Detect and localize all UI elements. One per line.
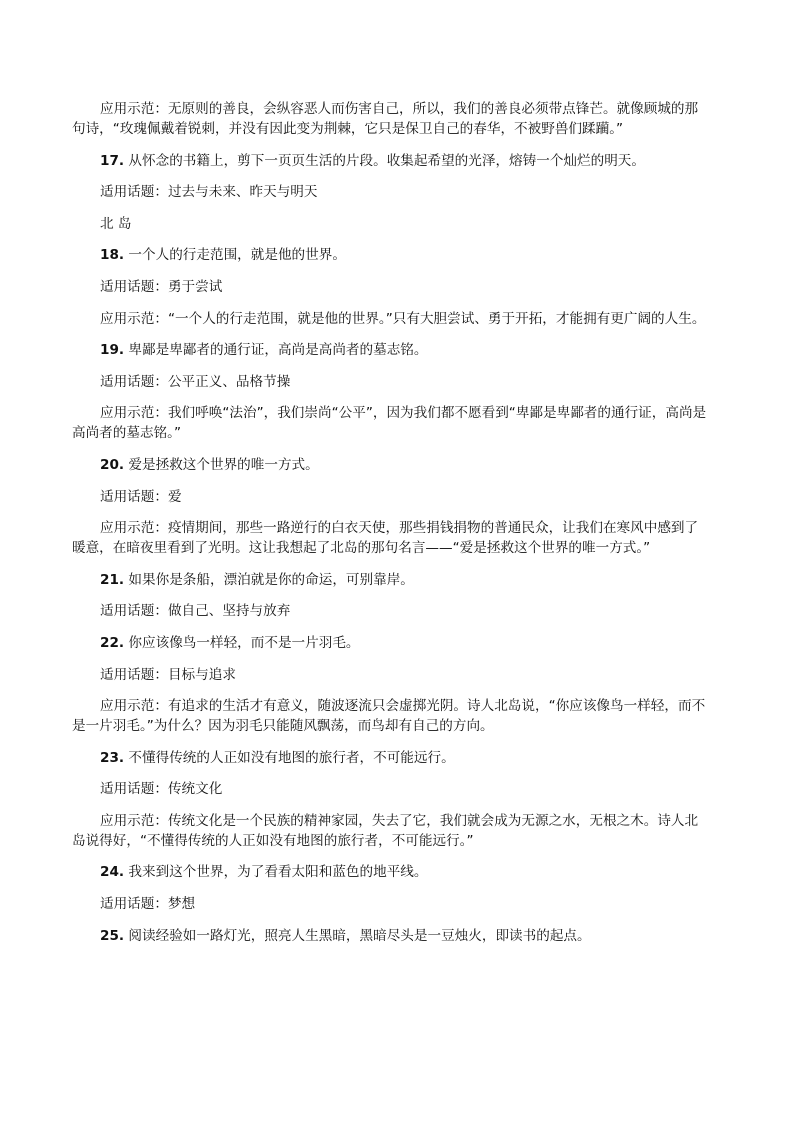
line-text: 适用话题：勇于尝试 xyxy=(100,278,223,295)
text-line xyxy=(72,245,724,265)
line-text: 适用话题：做自己、坚持与放弃 xyxy=(100,603,291,620)
numbered-quote-paragraph xyxy=(72,748,724,768)
line-text: 适用话题：过去与未来、昨天与明天 xyxy=(100,184,318,201)
line-text: 适用话题：目标与追求 xyxy=(100,666,236,683)
text-line xyxy=(72,665,724,685)
item-number: 25. xyxy=(100,927,125,944)
line-text: 适用话题：梦想 xyxy=(100,896,196,913)
line-text: 适用话题：传统文化 xyxy=(100,781,223,798)
line-text: 适用话题：公平正义、品格节操 xyxy=(100,373,291,390)
item-number: 19. xyxy=(100,342,125,359)
line-text: 阅读经验如一路灯光，照亮人生黑暗，黑暗尽头是一豆烛火，即读书的起点。 xyxy=(128,927,591,944)
text-line xyxy=(72,811,724,831)
text-line xyxy=(72,748,724,768)
line-text: 应用示范：传统文化是一个民族的精神家园，失去了它，我们就会成为无源之水，无根之木。诗人北 xyxy=(100,812,699,829)
text-line xyxy=(72,601,724,621)
text-paragraph xyxy=(72,665,724,685)
line-text: 从怀念的书籍上，剪下一页页生活的片段。收集起希望的光泽，熔铸一个灿烂的明天。 xyxy=(128,152,645,169)
line-text: 爱是拯救这个世界的唯一方式。 xyxy=(128,456,319,473)
line-text: 应用示范：疫情期间，那些一路逆行的白衣天使，那些捐钱捐物的普通民众，让我们在寒风中感到了 xyxy=(100,520,699,537)
text-line xyxy=(72,570,724,590)
text-line xyxy=(72,423,724,443)
text-paragraph xyxy=(72,696,724,736)
numbered-quote-paragraph xyxy=(72,633,724,653)
line-text: 岛说得好，“不懂得传统的人正如没有地图的旅行者，不可能远行。” xyxy=(72,832,474,849)
text-line xyxy=(72,779,724,799)
text-line xyxy=(72,403,724,423)
text-paragraph xyxy=(72,372,724,392)
numbered-quote-paragraph xyxy=(72,455,724,475)
text-paragraph xyxy=(72,601,724,621)
text-paragraph xyxy=(72,99,724,139)
text-line xyxy=(72,487,724,507)
text-line xyxy=(72,99,724,119)
text-line xyxy=(72,277,724,297)
text-line xyxy=(72,340,724,360)
text-line xyxy=(72,309,724,329)
item-number: 18. xyxy=(100,247,125,264)
line-text: 暖意，在暗夜里看到了光明。这让我想起了北岛的那句名言——“爱是拯救这个世界的唯一方式。” xyxy=(72,540,651,557)
text-line xyxy=(72,182,724,202)
text-line xyxy=(72,119,724,139)
text-paragraph xyxy=(72,487,724,507)
text-line xyxy=(72,538,724,558)
text-paragraph xyxy=(72,403,724,443)
line-text: 应用示范：“一个人的行走范围，就是他的世界。”只有大胆尝试、勇于开拓，才能拥有更广阔的人生。 xyxy=(100,310,706,327)
text-line xyxy=(72,151,724,171)
numbered-quote-paragraph xyxy=(72,151,724,171)
item-number: 21. xyxy=(100,571,125,588)
line-text: 我来到这个世界，为了看看太阳和蓝色的地平线。 xyxy=(128,864,428,881)
text-paragraph xyxy=(72,277,724,297)
text-paragraph xyxy=(72,214,724,234)
text-line xyxy=(72,894,724,914)
numbered-quote-paragraph xyxy=(72,340,724,360)
text-paragraph xyxy=(72,779,724,799)
text-line xyxy=(72,696,724,716)
text-line xyxy=(72,716,724,736)
text-paragraph xyxy=(72,309,724,329)
line-text: 一个人的行走范围，就是他的世界。 xyxy=(128,247,346,264)
line-text: 高尚者的墓志铭。” xyxy=(72,425,181,442)
text-line xyxy=(72,926,724,946)
item-number: 17. xyxy=(100,152,125,169)
text-line xyxy=(72,372,724,392)
text-line xyxy=(72,214,724,234)
line-text: 你应该像鸟一样轻，而不是一片羽毛。 xyxy=(128,634,360,651)
line-text: 北 岛 xyxy=(100,215,132,232)
line-text: 应用示范：我们呼唤“法治”，我们崇尚“公平”，因为我们都不愿看到“卑鄙是卑鄙者的通行证，高尚是 xyxy=(100,405,707,422)
text-paragraph xyxy=(72,518,724,558)
text-line xyxy=(72,518,724,538)
line-text: 是一片羽毛。”为什么？因为羽毛只能随风飘荡，而鸟却有自己的方向。 xyxy=(72,718,494,735)
item-number: 20. xyxy=(100,456,125,473)
text-line xyxy=(72,831,724,851)
line-text: 卑鄙是卑鄙者的通行证，高尚是高尚者的墓志铭。 xyxy=(128,342,428,359)
item-number: 24. xyxy=(100,864,125,881)
line-text: 适用话题：爱 xyxy=(100,488,182,505)
text-line xyxy=(72,862,724,882)
numbered-quote-paragraph xyxy=(72,926,724,946)
document-page xyxy=(72,99,724,957)
line-text: 应用示范：有追求的生活才有意义，随波逐流只会虚掷光阴。诗人北岛说，“你应该像鸟一样轻，而不 xyxy=(100,698,706,715)
numbered-quote-paragraph xyxy=(72,862,724,882)
line-text: 不懂得传统的人正如没有地图的旅行者，不可能远行。 xyxy=(128,749,455,766)
text-line xyxy=(72,633,724,653)
text-paragraph xyxy=(72,894,724,914)
item-number: 22. xyxy=(100,634,125,651)
text-line xyxy=(72,455,724,475)
numbered-quote-paragraph xyxy=(72,245,724,265)
item-number: 23. xyxy=(100,749,125,766)
numbered-quote-paragraph xyxy=(72,570,724,590)
text-paragraph xyxy=(72,182,724,202)
line-text: 如果你是条船，漂泊就是你的命运，可别靠岸。 xyxy=(128,571,414,588)
line-text: 句诗，“玫瑰佩戴着锐刺，并没有因此变为荆棘，它只是保卫自己的春华，不被野兽们蹂躏。” xyxy=(72,121,624,137)
text-paragraph xyxy=(72,811,724,851)
line-text: 应用示范：无原则的善良，会纵容恶人而伤害自己，所以，我们的善良必须带点锋芒。就像顾城的那 xyxy=(100,101,699,117)
